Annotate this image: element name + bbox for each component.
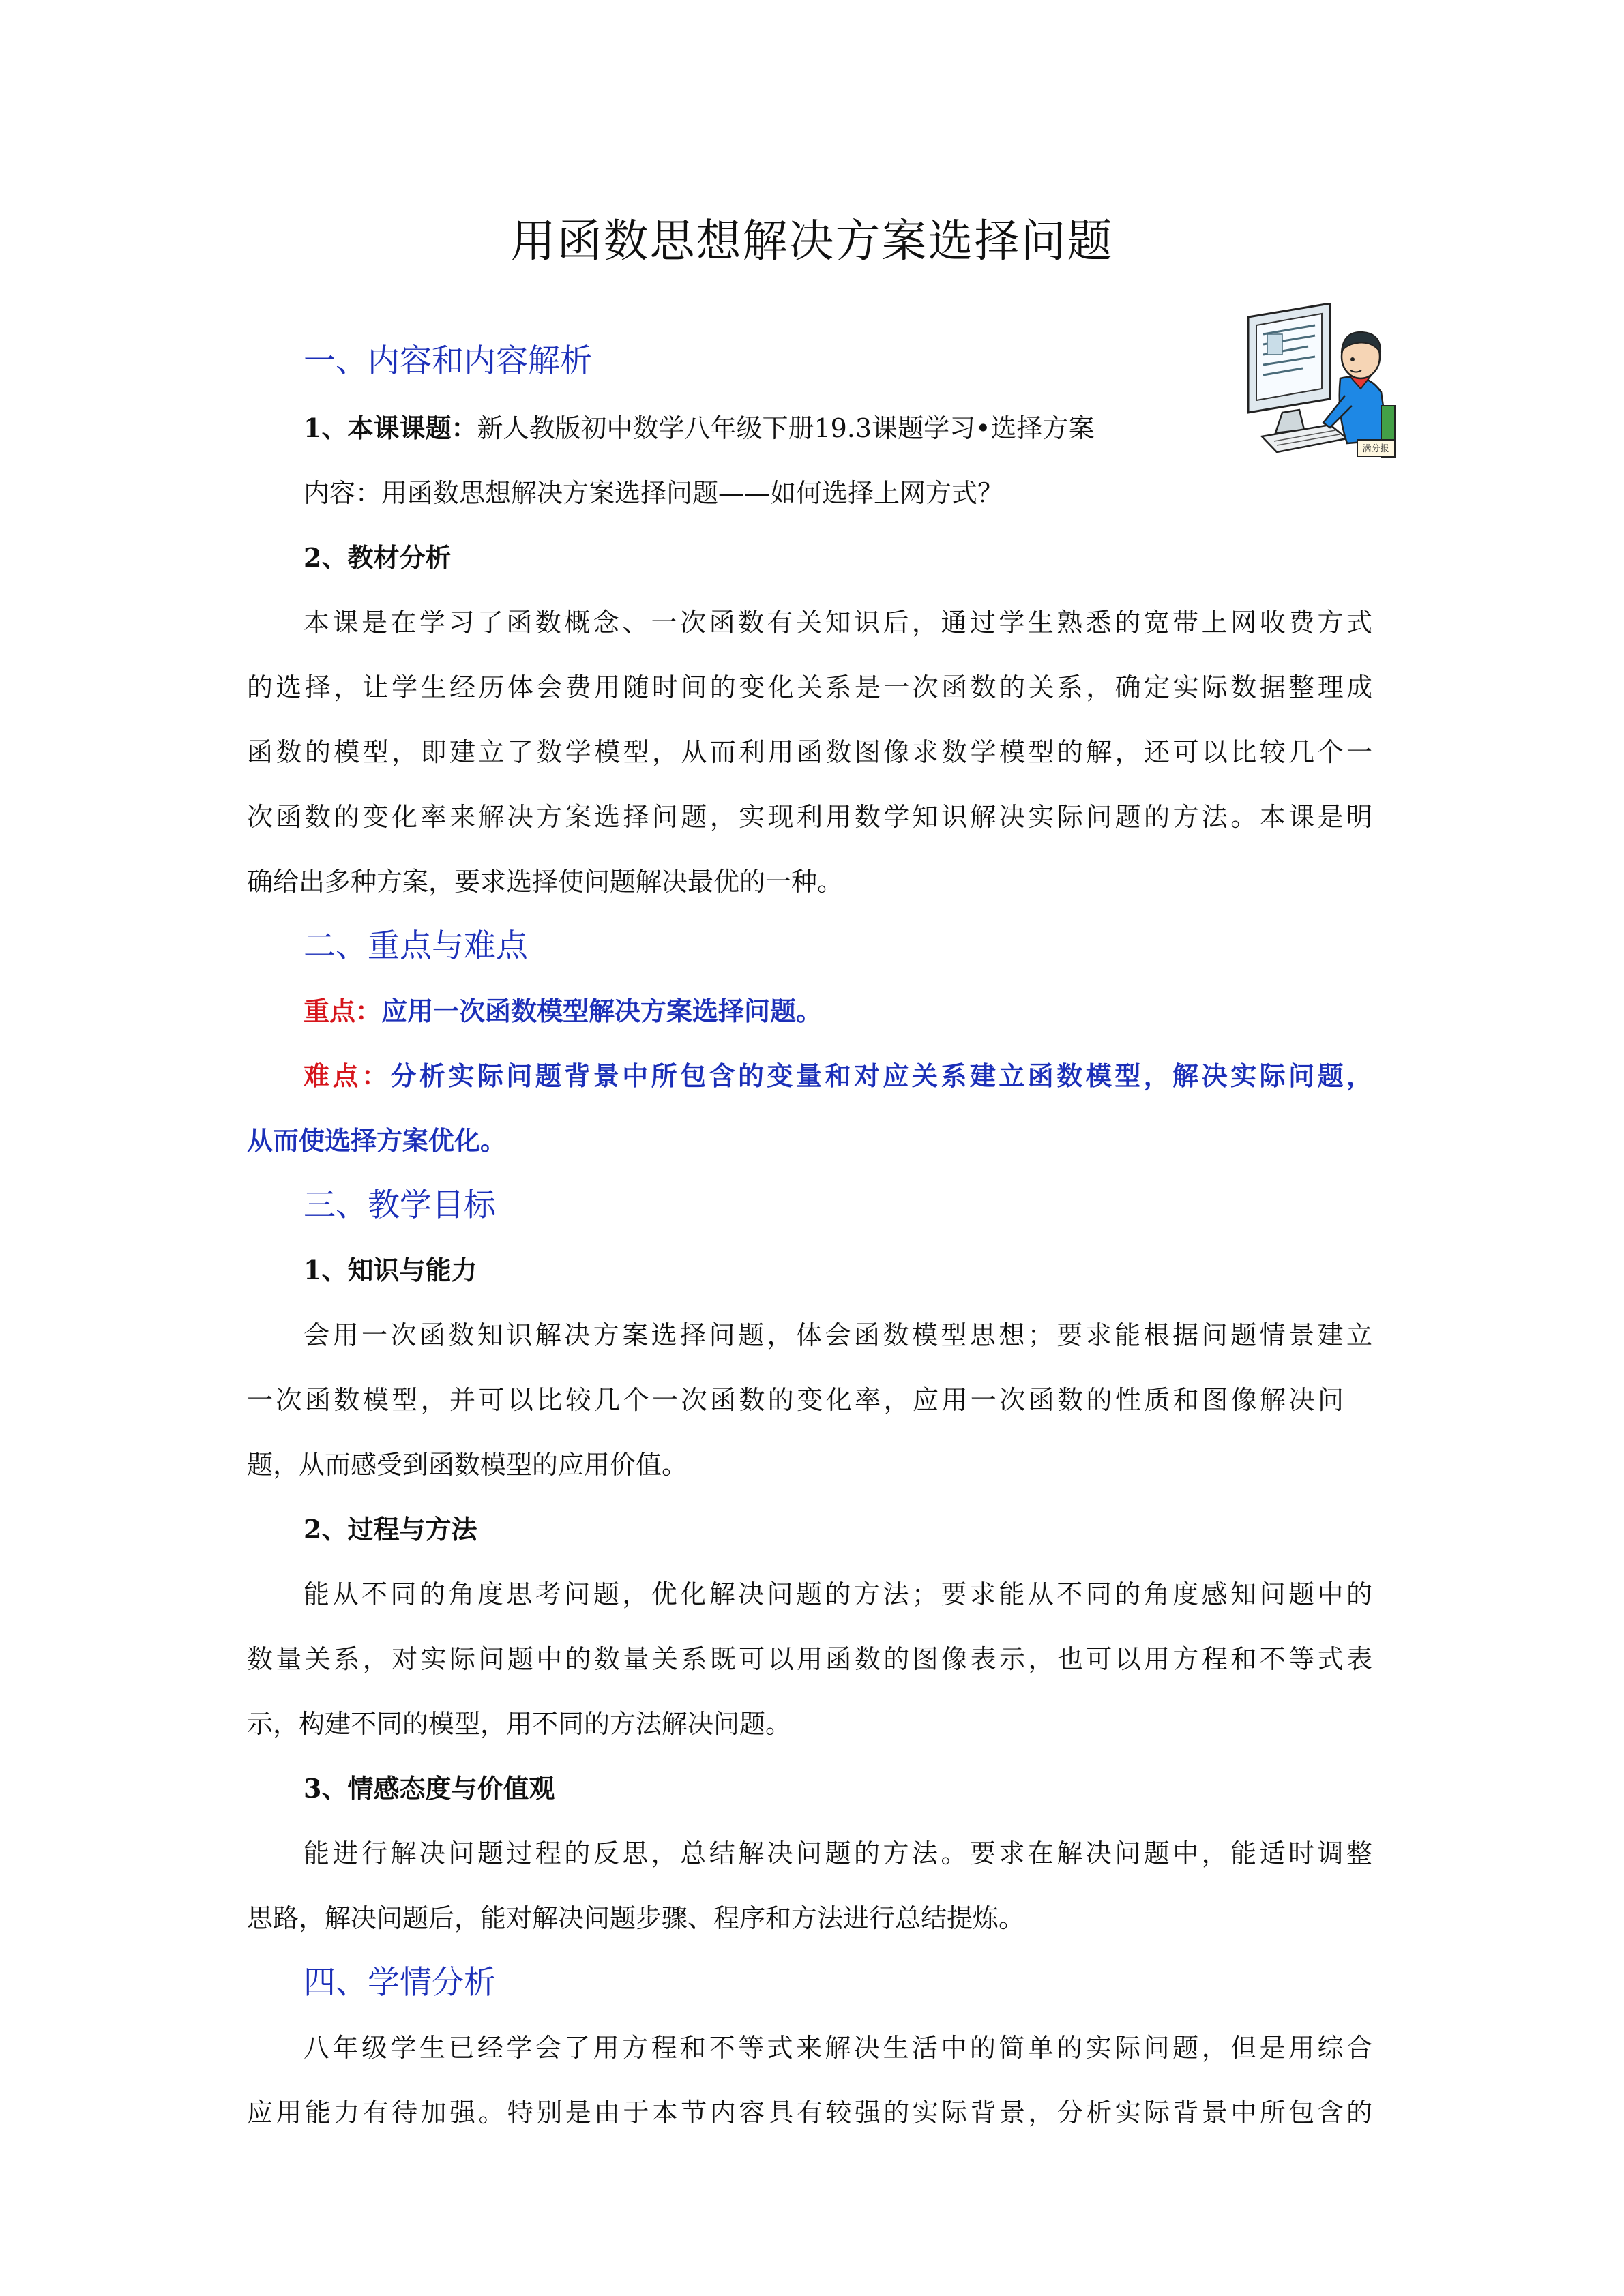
key-point-line: [304, 990, 822, 1028]
paragraph-line: 的选择，让学生经历体会费用随时间的变化关系是一次函数的关系，确定实际数据整理成: [247, 672, 1372, 702]
paragraph-line: 思路，解决问题后，能对解决问题步骤、程序和方法进行总结提炼。: [247, 1903, 1025, 1933]
paragraph-line: 八年级学生已经学会了用方程和不等式来解决生活中的简单的实际问题，但是用综合: [304, 2033, 1372, 2063]
topic-label: 1、本课课题：: [304, 413, 477, 443]
content-line: 内容：用函数思想解决方案选择问题——如何选择上网方式？: [304, 478, 1004, 508]
illustration-sign: 满分报: [1362, 444, 1389, 454]
paragraph-line: 会用一次函数知识解决方案选择问题，体会函数模型思想；要求能根据问题情景建立: [304, 1320, 1372, 1350]
paragraph-line: 应用能力有待加强。特别是由于本节内容具有较强的实际背景，分析实际背景中所包含的: [247, 2098, 1372, 2128]
paragraph-line: 一次函数模型，并可以比较几个一次函数的变化率，应用一次函数的性质和图像解决问: [247, 1385, 1344, 1415]
section-heading-key-points: 二、重点与难点: [304, 927, 528, 965]
difficulty-text: 分析实际问题背景中所包含的变量和对应关系建立函数模型，解决实际问题，: [390, 1060, 1372, 1091]
paragraph-line: 能进行解决问题过程的反思，总结解决问题的方法。要求在解决问题中，能适时调整: [304, 1838, 1372, 1868]
section-heading-student-analysis: 四、学情分析: [304, 1964, 496, 2001]
paragraph-line: 确给出多种方案，要求选择使问题解决最优的一种。: [247, 867, 844, 897]
subheading-process-method: 2、过程与方法: [304, 1514, 477, 1545]
page-title: 用函数思想解决方案选择问题: [510, 215, 1114, 267]
topic-line: [304, 407, 1094, 445]
section-heading-teaching-goals: 三、教学目标: [304, 1187, 496, 1224]
subheading-emotion-values: 3、情感态度与价值观: [304, 1773, 555, 1804]
topic-text: 新人教版初中数学八年级下册19.3课题学习•选择方案: [477, 413, 1095, 443]
section-heading-content: 一、内容和内容解析: [304, 342, 592, 380]
difficulty-label: 难点：: [304, 1060, 391, 1091]
paragraph-line: 函数的模型，即建立了数学模型，从而利用函数图像求数学模型的解，还可以比较几个一: [247, 737, 1372, 767]
difficulty-text-continued: 从而使选择方案优化。: [247, 1125, 507, 1156]
paragraph-line: 题，从而感受到函数模型的应用价值。: [247, 1450, 688, 1480]
subheading-knowledge-ability: 1、知识与能力: [304, 1255, 477, 1285]
subheading-textbook-analysis: 2、教材分析: [304, 542, 452, 573]
difficulty-line: [304, 1055, 1372, 1092]
paragraph-line: 示，构建不同的模型，用不同的方法解决问题。: [247, 1709, 792, 1739]
paragraph-line: 数量关系，对实际问题中的数量关系既可以用函数的图像表示，也可以用方程和不等式表: [247, 1644, 1372, 1674]
key-point-label: 重点：: [304, 996, 382, 1026]
paragraph-line: 能从不同的角度思考问题，优化解决问题的方法；要求能从不同的角度感知问题中的: [304, 1579, 1372, 1609]
key-point-text: 应用一次函数模型解决方案选择问题。: [381, 996, 823, 1026]
paragraph-line: 本课是在学习了函数概念、一次函数有关知识后，通过学生熟悉的宽带上网收费方式: [304, 608, 1372, 638]
computer-user-illustration: [1228, 303, 1398, 460]
paragraph-line: 次函数的变化率来解决方案选择问题，实现利用数学知识解决实际问题的方法。本课是明: [247, 802, 1372, 832]
